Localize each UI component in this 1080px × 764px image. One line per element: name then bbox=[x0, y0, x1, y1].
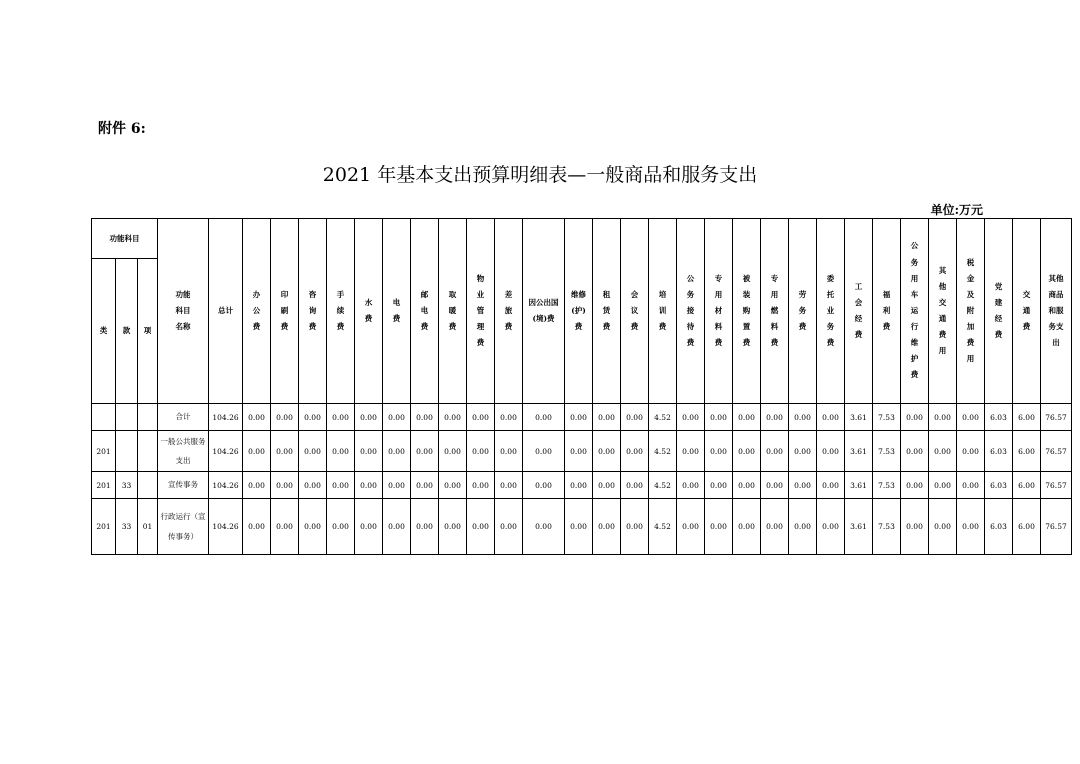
cell-value: 0.00 bbox=[817, 499, 845, 555]
cell-xiang bbox=[138, 404, 158, 431]
cell-value: 0.00 bbox=[439, 431, 467, 472]
cell-value: 6.00 bbox=[1013, 431, 1041, 472]
cell-value: 0.00 bbox=[467, 499, 495, 555]
cell-value: 0.00 bbox=[439, 404, 467, 431]
cell-value: 0.00 bbox=[565, 499, 593, 555]
header-col: 租赁费 bbox=[593, 219, 621, 404]
header-func-name: 功能科目名称 bbox=[158, 219, 209, 404]
cell-value: 0.00 bbox=[355, 499, 383, 555]
table-row bbox=[92, 499, 1072, 555]
cell-value: 0.00 bbox=[677, 404, 705, 431]
table-row bbox=[92, 472, 1072, 499]
cell-func-name: 宣传事务 bbox=[158, 472, 209, 499]
budget-body bbox=[92, 404, 1072, 555]
attachment-label: 附件 6: bbox=[98, 121, 146, 137]
cell-lei: 201 bbox=[92, 431, 116, 472]
cell-value: 0.00 bbox=[565, 404, 593, 431]
cell-value: 0.00 bbox=[355, 431, 383, 472]
cell-value: 0.00 bbox=[383, 404, 411, 431]
cell-value: 6.00 bbox=[1013, 472, 1041, 499]
header-col: 差旅费 bbox=[495, 219, 523, 404]
cell-value: 0.00 bbox=[271, 499, 299, 555]
cell-value: 0.00 bbox=[383, 472, 411, 499]
cell-kuan bbox=[116, 431, 138, 472]
cell-value: 3.61 bbox=[845, 472, 873, 499]
cell-lei bbox=[92, 404, 116, 431]
cell-value: 3.61 bbox=[845, 499, 873, 555]
cell-value: 0.00 bbox=[621, 404, 649, 431]
cell-value: 0.00 bbox=[929, 431, 957, 472]
cell-value: 0.00 bbox=[467, 472, 495, 499]
cell-value: 0.00 bbox=[299, 472, 327, 499]
cell-value: 0.00 bbox=[733, 499, 761, 555]
cell-value: 7.53 bbox=[873, 499, 901, 555]
cell-value: 0.00 bbox=[327, 431, 355, 472]
cell-value: 0.00 bbox=[411, 404, 439, 431]
header-col: 印刷费 bbox=[271, 219, 299, 404]
header-col: 委托业务费 bbox=[817, 219, 845, 404]
table-row bbox=[92, 431, 1072, 472]
unit-label: 单位:万元 bbox=[930, 203, 983, 217]
cell-value: 104.26 bbox=[209, 431, 243, 472]
cell-value: 0.00 bbox=[439, 472, 467, 499]
cell-value: 6.03 bbox=[985, 404, 1013, 431]
cell-value: 0.00 bbox=[761, 404, 789, 431]
cell-value: 0.00 bbox=[593, 499, 621, 555]
cell-value: 76.57 bbox=[1041, 404, 1072, 431]
cell-value: 0.00 bbox=[243, 431, 271, 472]
cell-xiang: 01 bbox=[138, 499, 158, 555]
header-col: 邮电费 bbox=[411, 219, 439, 404]
cell-value: 76.57 bbox=[1041, 431, 1072, 472]
cell-value: 0.00 bbox=[271, 431, 299, 472]
cell-value: 0.00 bbox=[677, 472, 705, 499]
cell-value: 0.00 bbox=[411, 431, 439, 472]
budget-table bbox=[91, 218, 1072, 555]
header-col: 专用燃料费 bbox=[761, 219, 789, 404]
cell-value: 0.00 bbox=[677, 431, 705, 472]
cell-value: 6.03 bbox=[985, 431, 1013, 472]
header-col: 取暖费 bbox=[439, 219, 467, 404]
cell-value: 7.53 bbox=[873, 431, 901, 472]
header-col: 税金及附加费用 bbox=[957, 219, 985, 404]
cell-func-name: 一般公共服务支出 bbox=[158, 431, 209, 472]
cell-value: 0.00 bbox=[733, 472, 761, 499]
cell-value: 0.00 bbox=[957, 404, 985, 431]
header-col: 手续费 bbox=[327, 219, 355, 404]
document-title: 2021 年基本支出预算明细表—一般商品和服务支出 bbox=[322, 164, 758, 186]
cell-value: 0.00 bbox=[299, 499, 327, 555]
cell-value: 0.00 bbox=[901, 431, 929, 472]
header-col: 党建经费 bbox=[985, 219, 1013, 404]
cell-value: 0.00 bbox=[957, 499, 985, 555]
header-col: 物业管理费 bbox=[467, 219, 495, 404]
cell-value: 3.61 bbox=[845, 404, 873, 431]
cell-kuan bbox=[116, 404, 138, 431]
header-col: 其他商品和服务支出 bbox=[1041, 219, 1072, 404]
cell-value: 0.00 bbox=[383, 431, 411, 472]
cell-value: 0.00 bbox=[789, 431, 817, 472]
cell-value: 0.00 bbox=[817, 404, 845, 431]
header-col: 其他交通费用 bbox=[929, 219, 957, 404]
cell-value: 0.00 bbox=[327, 499, 355, 555]
cell-value: 0.00 bbox=[439, 499, 467, 555]
cell-value: 0.00 bbox=[565, 472, 593, 499]
cell-value: 0.00 bbox=[243, 472, 271, 499]
header-col: 被装购置费 bbox=[733, 219, 761, 404]
cell-value: 0.00 bbox=[411, 472, 439, 499]
cell-value: 0.00 bbox=[901, 404, 929, 431]
cell-value: 0.00 bbox=[705, 404, 733, 431]
cell-value: 0.00 bbox=[243, 499, 271, 555]
cell-value: 0.00 bbox=[929, 404, 957, 431]
header-col: 因公出国(境)费 bbox=[523, 219, 565, 404]
cell-value: 0.00 bbox=[593, 404, 621, 431]
cell-value: 7.53 bbox=[873, 472, 901, 499]
header-kuan: 款 bbox=[116, 259, 138, 404]
cell-value: 104.26 bbox=[209, 404, 243, 431]
cell-lei: 201 bbox=[92, 472, 116, 499]
cell-value: 0.00 bbox=[523, 472, 565, 499]
cell-value: 0.00 bbox=[789, 499, 817, 555]
cell-value: 0.00 bbox=[789, 404, 817, 431]
cell-value: 0.00 bbox=[789, 472, 817, 499]
cell-lei: 201 bbox=[92, 499, 116, 555]
cell-value: 4.52 bbox=[649, 472, 677, 499]
cell-value: 0.00 bbox=[901, 472, 929, 499]
cell-value: 0.00 bbox=[523, 499, 565, 555]
header-func-subject: 功能科目 bbox=[92, 219, 158, 259]
cell-value: 0.00 bbox=[523, 431, 565, 472]
cell-value: 4.52 bbox=[649, 431, 677, 472]
header-col: 电费 bbox=[383, 219, 411, 404]
cell-func-name: 合计 bbox=[158, 404, 209, 431]
cell-value: 0.00 bbox=[929, 499, 957, 555]
header-col: 培训费 bbox=[649, 219, 677, 404]
header-col: 公务用车运行维护费 bbox=[901, 219, 929, 404]
cell-value: 0.00 bbox=[355, 472, 383, 499]
cell-value: 0.00 bbox=[495, 499, 523, 555]
header-col: 工会经费 bbox=[845, 219, 873, 404]
cell-value: 0.00 bbox=[621, 472, 649, 499]
header-col: 咨询费 bbox=[299, 219, 327, 404]
cell-value: 6.03 bbox=[985, 472, 1013, 499]
cell-value: 4.52 bbox=[649, 499, 677, 555]
cell-value: 0.00 bbox=[411, 499, 439, 555]
header-col: 维修(护)费 bbox=[565, 219, 593, 404]
cell-value: 0.00 bbox=[705, 472, 733, 499]
header-col: 福利费 bbox=[873, 219, 901, 404]
cell-value: 7.53 bbox=[873, 404, 901, 431]
cell-value: 0.00 bbox=[271, 472, 299, 499]
cell-value: 0.00 bbox=[299, 404, 327, 431]
cell-value: 0.00 bbox=[467, 404, 495, 431]
cell-xiang bbox=[138, 431, 158, 472]
cell-value: 0.00 bbox=[705, 499, 733, 555]
header-col: 劳务费 bbox=[789, 219, 817, 404]
cell-value: 4.52 bbox=[649, 404, 677, 431]
cell-value: 0.00 bbox=[271, 404, 299, 431]
cell-value: 6.00 bbox=[1013, 404, 1041, 431]
header-col: 办公费 bbox=[243, 219, 271, 404]
cell-value: 76.57 bbox=[1041, 499, 1072, 555]
cell-value: 0.00 bbox=[621, 431, 649, 472]
cell-value: 0.00 bbox=[355, 404, 383, 431]
cell-value: 0.00 bbox=[495, 431, 523, 472]
cell-value: 0.00 bbox=[705, 431, 733, 472]
cell-value: 0.00 bbox=[495, 472, 523, 499]
cell-value: 0.00 bbox=[327, 404, 355, 431]
cell-value: 0.00 bbox=[733, 431, 761, 472]
cell-value: 0.00 bbox=[957, 431, 985, 472]
cell-xiang bbox=[138, 472, 158, 499]
cell-value: 0.00 bbox=[467, 431, 495, 472]
cell-value: 0.00 bbox=[327, 472, 355, 499]
cell-value: 0.00 bbox=[817, 431, 845, 472]
cell-value: 0.00 bbox=[383, 499, 411, 555]
cell-value: 0.00 bbox=[565, 431, 593, 472]
cell-value: 0.00 bbox=[299, 431, 327, 472]
table-row bbox=[92, 404, 1072, 431]
header-lei: 类 bbox=[92, 259, 116, 404]
cell-value: 0.00 bbox=[761, 499, 789, 555]
cell-kuan: 33 bbox=[116, 499, 138, 555]
header-xiang: 项 bbox=[138, 259, 158, 404]
header-col: 会议费 bbox=[621, 219, 649, 404]
cell-value: 0.00 bbox=[901, 499, 929, 555]
cell-value: 6.03 bbox=[985, 499, 1013, 555]
cell-value: 0.00 bbox=[957, 472, 985, 499]
cell-value: 0.00 bbox=[593, 431, 621, 472]
cell-value: 0.00 bbox=[817, 472, 845, 499]
header-col: 水费 bbox=[355, 219, 383, 404]
cell-value: 3.61 bbox=[845, 431, 873, 472]
cell-value: 0.00 bbox=[621, 499, 649, 555]
cell-value: 0.00 bbox=[677, 499, 705, 555]
cell-value: 0.00 bbox=[929, 472, 957, 499]
cell-value: 0.00 bbox=[495, 404, 523, 431]
cell-value: 0.00 bbox=[761, 431, 789, 472]
cell-value: 104.26 bbox=[209, 499, 243, 555]
cell-value: 6.00 bbox=[1013, 499, 1041, 555]
cell-value: 0.00 bbox=[761, 472, 789, 499]
cell-value: 0.00 bbox=[243, 404, 271, 431]
cell-value: 0.00 bbox=[523, 404, 565, 431]
header-total: 总计 bbox=[209, 219, 243, 404]
cell-func-name: 行政运行（宣传事务） bbox=[158, 499, 209, 555]
cell-value: 0.00 bbox=[733, 404, 761, 431]
cell-value: 76.57 bbox=[1041, 472, 1072, 499]
header-col: 交通费 bbox=[1013, 219, 1041, 404]
header-col: 专用材料费 bbox=[705, 219, 733, 404]
cell-value: 0.00 bbox=[593, 472, 621, 499]
cell-value: 104.26 bbox=[209, 472, 243, 499]
cell-kuan: 33 bbox=[116, 472, 138, 499]
header-col: 公务接待费 bbox=[677, 219, 705, 404]
